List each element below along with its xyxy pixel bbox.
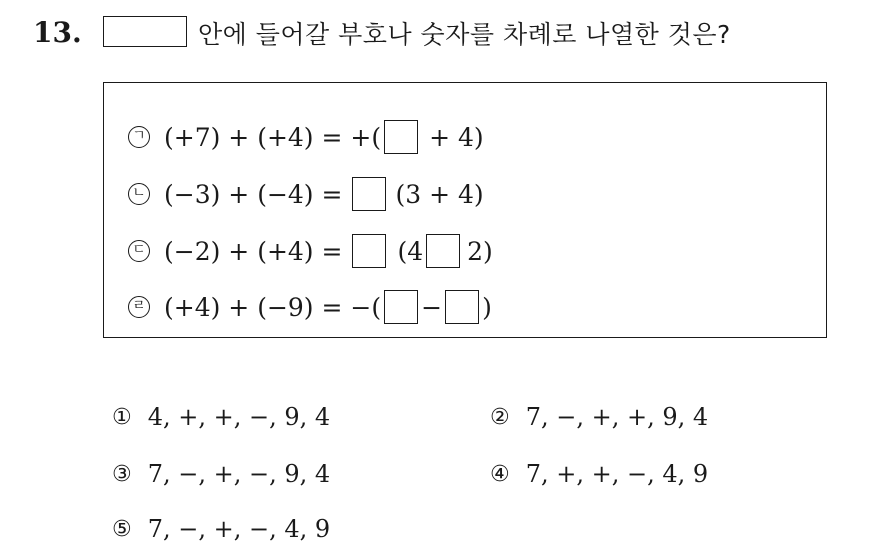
item-marker: ㄷ	[128, 240, 150, 262]
item-expression-end: + 4)	[429, 122, 484, 152]
choice-text: 7, −, +, −, 9, 4	[147, 460, 331, 488]
item-expression-end: )	[482, 292, 492, 322]
item-expression: (−3) + (−4) =	[164, 179, 343, 209]
item-4	[128, 287, 492, 327]
blank-box	[384, 120, 418, 154]
item-marker: ㄹ	[128, 296, 150, 318]
item-marker: ㄴ	[128, 183, 150, 205]
item-1	[128, 117, 484, 157]
answer-blank-box	[103, 16, 187, 47]
item-marker: ㄱ	[128, 126, 150, 148]
item-expression: (−2) + (+4) =	[164, 236, 343, 266]
item-2	[128, 174, 484, 214]
choice-2[interactable]	[490, 403, 708, 431]
item-expression: (+4) + (−9) = −(	[164, 292, 382, 322]
question-text: 안에 들어갈 부호나 숫자를 차례로 나열한 것은?	[198, 20, 731, 49]
choice-text: 4, +, +, −, 9, 4	[147, 403, 331, 431]
choice-1[interactable]	[112, 403, 330, 431]
item-expression: (+7) + (+4) = +(	[164, 122, 382, 152]
choice-number: ⑤	[112, 516, 132, 542]
blank-box	[352, 177, 386, 211]
choice-text: 7, −, +, −, 4, 9	[147, 515, 331, 543]
blank-box	[426, 234, 460, 268]
item-3	[128, 231, 493, 271]
choice-4[interactable]	[490, 460, 708, 488]
blank-box	[445, 290, 479, 324]
choice-number: ①	[112, 404, 132, 430]
item-expression-mid: −	[421, 292, 443, 322]
choice-number: ②	[490, 404, 510, 430]
item-expression-end: (3 + 4)	[395, 179, 484, 209]
choice-5[interactable]	[112, 515, 330, 543]
question-number: 13.	[33, 16, 82, 49]
blank-box	[384, 290, 418, 324]
choice-number: ③	[112, 461, 132, 487]
choice-number: ④	[490, 461, 510, 487]
blank-box	[352, 234, 386, 268]
choice-text: 7, +, +, −, 4, 9	[525, 460, 709, 488]
choice-3[interactable]	[112, 460, 330, 488]
item-expression-end: 2)	[467, 236, 493, 266]
item-expression-mid: (4	[397, 236, 424, 266]
choice-text: 7, −, +, +, 9, 4	[525, 403, 709, 431]
